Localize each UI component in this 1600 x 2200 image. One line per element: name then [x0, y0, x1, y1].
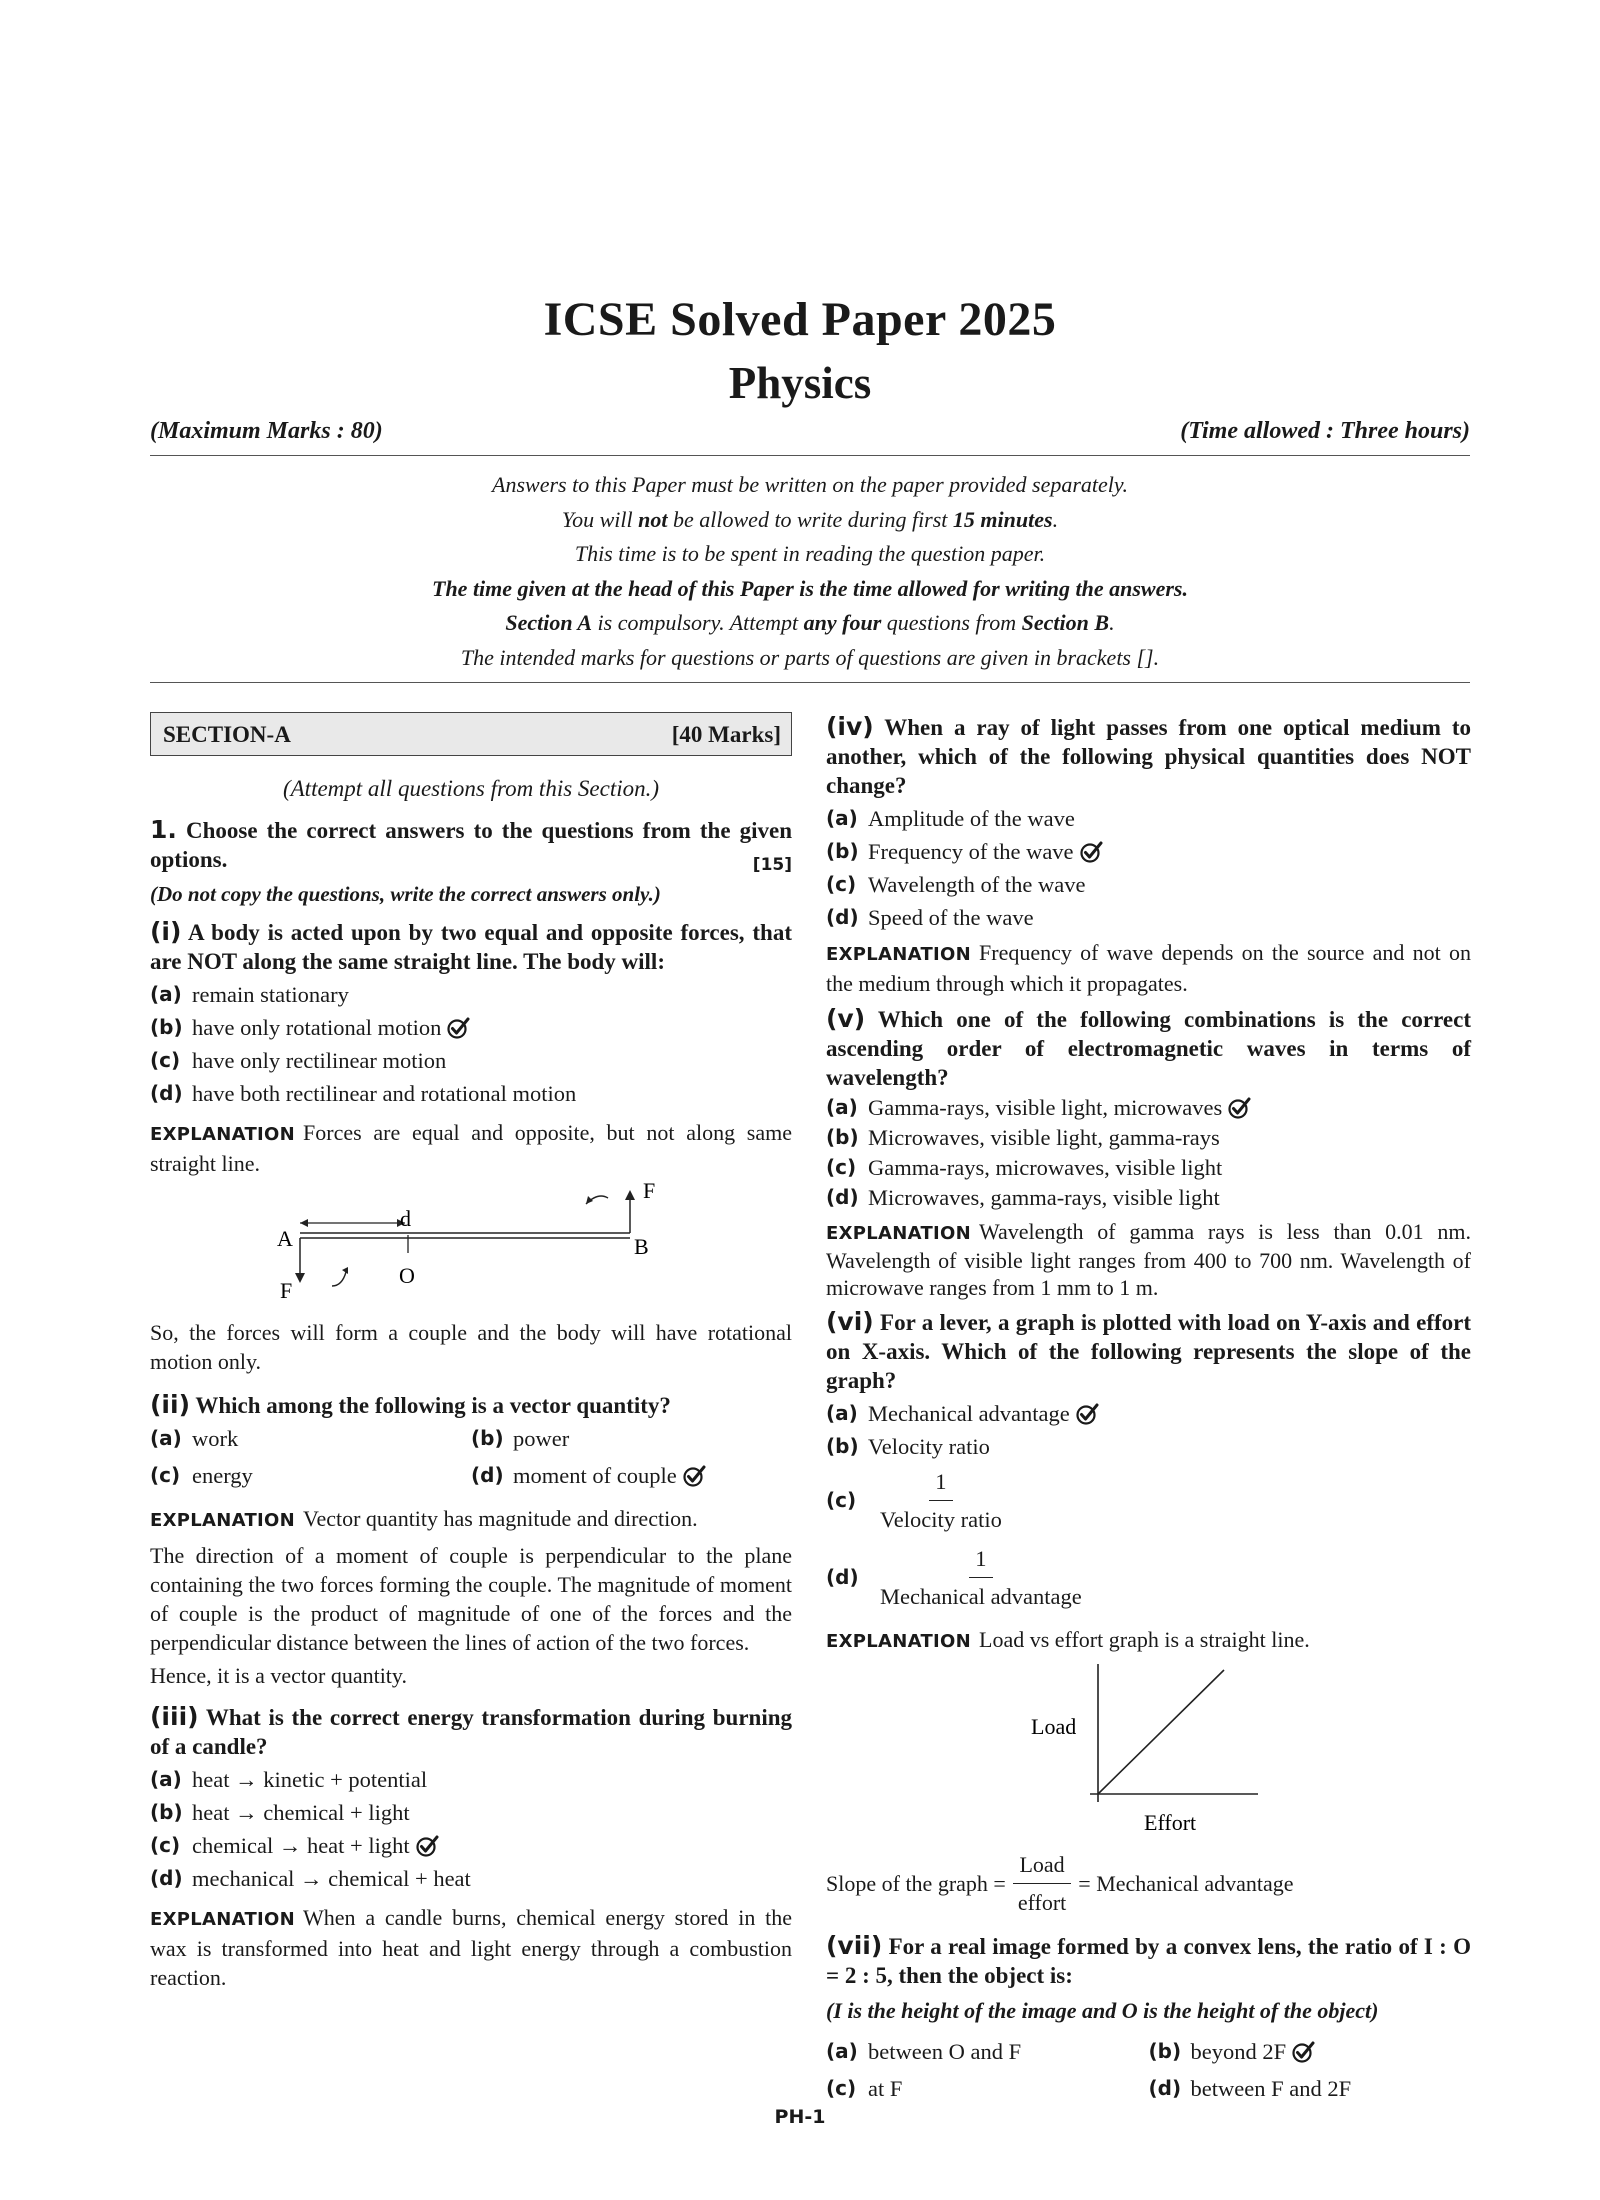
question-vi: (vi) For a lever, a graph is plotted with load on Y-axis and effort on X-axis. Which of the following represents the slope of the graph?: [826, 1307, 1472, 1393]
fraction: $\frac{1}{\text{Velocity ratio}}$: [880, 1469, 1002, 1532]
force-f-label: F: [280, 1278, 293, 1303]
graph-y-label: Load: [1031, 1714, 1077, 1739]
options-row: [150, 1420, 792, 1457]
option-a: (a) work: [150, 1426, 239, 1451]
correct-tick-icon: [1291, 2040, 1315, 2064]
option-d: (d) between F and 2F: [1148, 2076, 1352, 2101]
option-c: (c) have only rectilinear motion: [150, 1048, 447, 1073]
time-allowed: (Time allowed : Three hours): [1180, 418, 1470, 444]
correct-tick-icon: [682, 1464, 706, 1488]
explanation-conclusion: So, the forces will form a couple and the body will have rotational motion only.: [150, 1320, 792, 1374]
instructions-block: [150, 468, 1470, 676]
option-c: (c) $\frac{1}{\text{Velocity ratio}}$: [826, 1467, 1471, 1534]
distance-d-label: d: [400, 1206, 411, 1231]
load-effort-graph: [826, 1656, 1471, 1846]
explanation-paragraph: Hence, it is a vector quantity.: [150, 1663, 407, 1688]
page-number: PH-1: [774, 2106, 826, 2128]
correct-tick-icon: [1075, 1402, 1099, 1426]
question-1: 1. Choose the correct answers to the questions from the given options. [15]: [150, 815, 792, 874]
option-b: (b) Frequency of the wave: [826, 837, 1471, 866]
correct-tick-icon: [1227, 1096, 1251, 1120]
correct-tick-icon: [446, 1016, 470, 1040]
option-a: (a) heat → kinetic + potential: [150, 1767, 428, 1792]
question-ii: (ii) Which among the following is a vector quantity?: [150, 1390, 671, 1419]
explanation: EXPLANATION Load vs effort graph is a straight line.: [826, 1627, 1310, 1652]
explanation: EXPLANATION Forces are equal and opposite, but not along same straight line.: [150, 1120, 792, 1176]
option-b: (b) have only rotational motion: [150, 1013, 792, 1042]
option-b: (b) beyond 2F: [1149, 2037, 1472, 2066]
paper-title: ICSE Solved Paper 2025: [543, 293, 1057, 346]
question-vii: (vii) For a real image formed by a convex lens, the ratio of I : O = 2 : 5, then the object is:: [826, 1931, 1472, 1988]
fraction: $\frac{\text{Load}}{\text{effort}}$: [1012, 1850, 1072, 1917]
option-d: (d) moment of couple: [471, 1461, 792, 1490]
option-a: (a) between O and F: [826, 2039, 1022, 2064]
option-a: (a) Gamma-rays, visible light, microwaves: [826, 1093, 1471, 1122]
option-c: (c) chemical → heat + light: [150, 1831, 792, 1860]
option-b: (b) Microwaves, visible light, gamma-rays: [826, 1125, 1220, 1150]
options-row: [826, 2070, 1471, 2107]
point-a-label: A: [277, 1226, 293, 1251]
question-iii: (iii) What is the correct energy transformation during burning of a candle?: [150, 1702, 792, 1759]
instruction-line: Section A is compulsory. Attempt any four questions from Section B.: [505, 610, 1115, 636]
instruction-line: The time given at the head of this Paper is the time allowed for writing the answers.: [432, 575, 1188, 601]
correct-tick-icon: [415, 1834, 439, 1858]
question-i: (i) A body is acted upon by two equal and opposite forces, that are NOT along the same straight line. The body will:: [150, 917, 792, 974]
slope-equation: Slope of the graph = $\frac{\text{Load}}{\text{effort}}$ = Mechanical advantage: [826, 1852, 1294, 1915]
header-rule: [150, 455, 1470, 456]
fraction: $\frac{1}{\text{Mechanical advantage}}$: [880, 1546, 1082, 1609]
force-f-label: F: [643, 1178, 656, 1203]
question-note: (I is the height of the image and O is the height of the object): [826, 1998, 1379, 2023]
left-column: [150, 712, 792, 1992]
explanation: EXPLANATION When a candle burns, chemical energy stored in the wax is transformed into heat and light energy through a combustion reaction.: [150, 1905, 792, 1990]
instruction-line: Answers to this Paper must be written on the paper provided separately.: [492, 472, 1128, 497]
option-c: (c) at F: [826, 2076, 903, 2101]
graph-x-label: Effort: [1144, 1810, 1197, 1835]
instruction-line: This time is to be spent in reading the question paper.: [574, 541, 1046, 567]
instruction-line: The intended marks for questions or parts of questions are given in brackets [].: [460, 644, 1160, 670]
question-v: (v) Which one of the following combinations is the correct ascending order of electromagnetic waves in terms of wavelength?: [826, 1004, 1471, 1090]
option-d: (d) Speed of the wave: [826, 905, 1034, 930]
option-a: (a) Amplitude of the wave: [826, 806, 1075, 831]
couple-diagram: [150, 1178, 792, 1318]
options-row: [150, 1457, 792, 1494]
option-a: (a) remain stationary: [150, 982, 349, 1007]
option-b: (b) power: [471, 1426, 570, 1451]
question-marks: [15]: [752, 855, 792, 875]
section-marks: [40 Marks]: [671, 721, 781, 747]
point-o-label: O: [399, 1263, 415, 1288]
instructions-rule: [150, 682, 1470, 683]
max-marks: (Maximum Marks : 80): [150, 418, 383, 444]
option-d: (d) have both rectilinear and rotational motion: [150, 1081, 577, 1106]
explanation: EXPLANATION Wavelength of gamma rays is less than 0.01 nm. Wavelength of visible light ranges from 400 to 700 nm. Wavelength of microwave ranges from 1 mm to 1 m.: [826, 1219, 1471, 1300]
paper-subject: Physics: [728, 358, 872, 408]
option-b: (b) Velocity ratio: [826, 1434, 990, 1459]
question-iv: (iv) When a ray of light passes from one optical medium to another, which of the following physical quantities does NOT change?: [826, 712, 1471, 798]
option-c: (c) Wavelength of the wave: [826, 872, 1086, 897]
option-d: (d) $\frac{1}{\text{Mechanical advantage}}$: [826, 1544, 1471, 1611]
option-b: (b) heat → chemical + light: [150, 1800, 410, 1825]
section-name: SECTION-A: [163, 721, 291, 747]
correct-tick-icon: [1079, 840, 1103, 864]
point-b-label: B: [634, 1234, 649, 1259]
option-c: (c) energy: [150, 1463, 253, 1488]
right-column: [826, 712, 1471, 2107]
explanation: EXPLANATION Vector quantity has magnitude and direction.: [150, 1506, 698, 1531]
section-header: [150, 712, 792, 756]
option-c: (c) Gamma-rays, microwaves, visible light: [826, 1155, 1223, 1180]
options-row: [826, 2033, 1471, 2070]
explanation-paragraph: The direction of a moment of couple is perpendicular to the plane containing the two forces forming the couple. The magnitude of moment of couple is the product of magnitude of one of the forces and the perpendicular distance between the lines of action of the two forces.: [150, 1543, 792, 1655]
option-d: (d) Microwaves, gamma-rays, visible light: [826, 1185, 1220, 1210]
instruction-line: You will not be allowed to write during first 15 minutes.: [561, 506, 1059, 532]
option-a: (a) Mechanical advantage: [826, 1399, 1471, 1428]
explanation: EXPLANATION Frequency of wave depends on the source and not on the medium through which it propagates.: [826, 940, 1471, 996]
section-note: (Attempt all questions from this Section.): [282, 776, 660, 801]
question-note: (Do not copy the questions, write the correct answers only.): [150, 882, 661, 906]
option-d: (d) mechanical → chemical + heat: [150, 1866, 471, 1891]
